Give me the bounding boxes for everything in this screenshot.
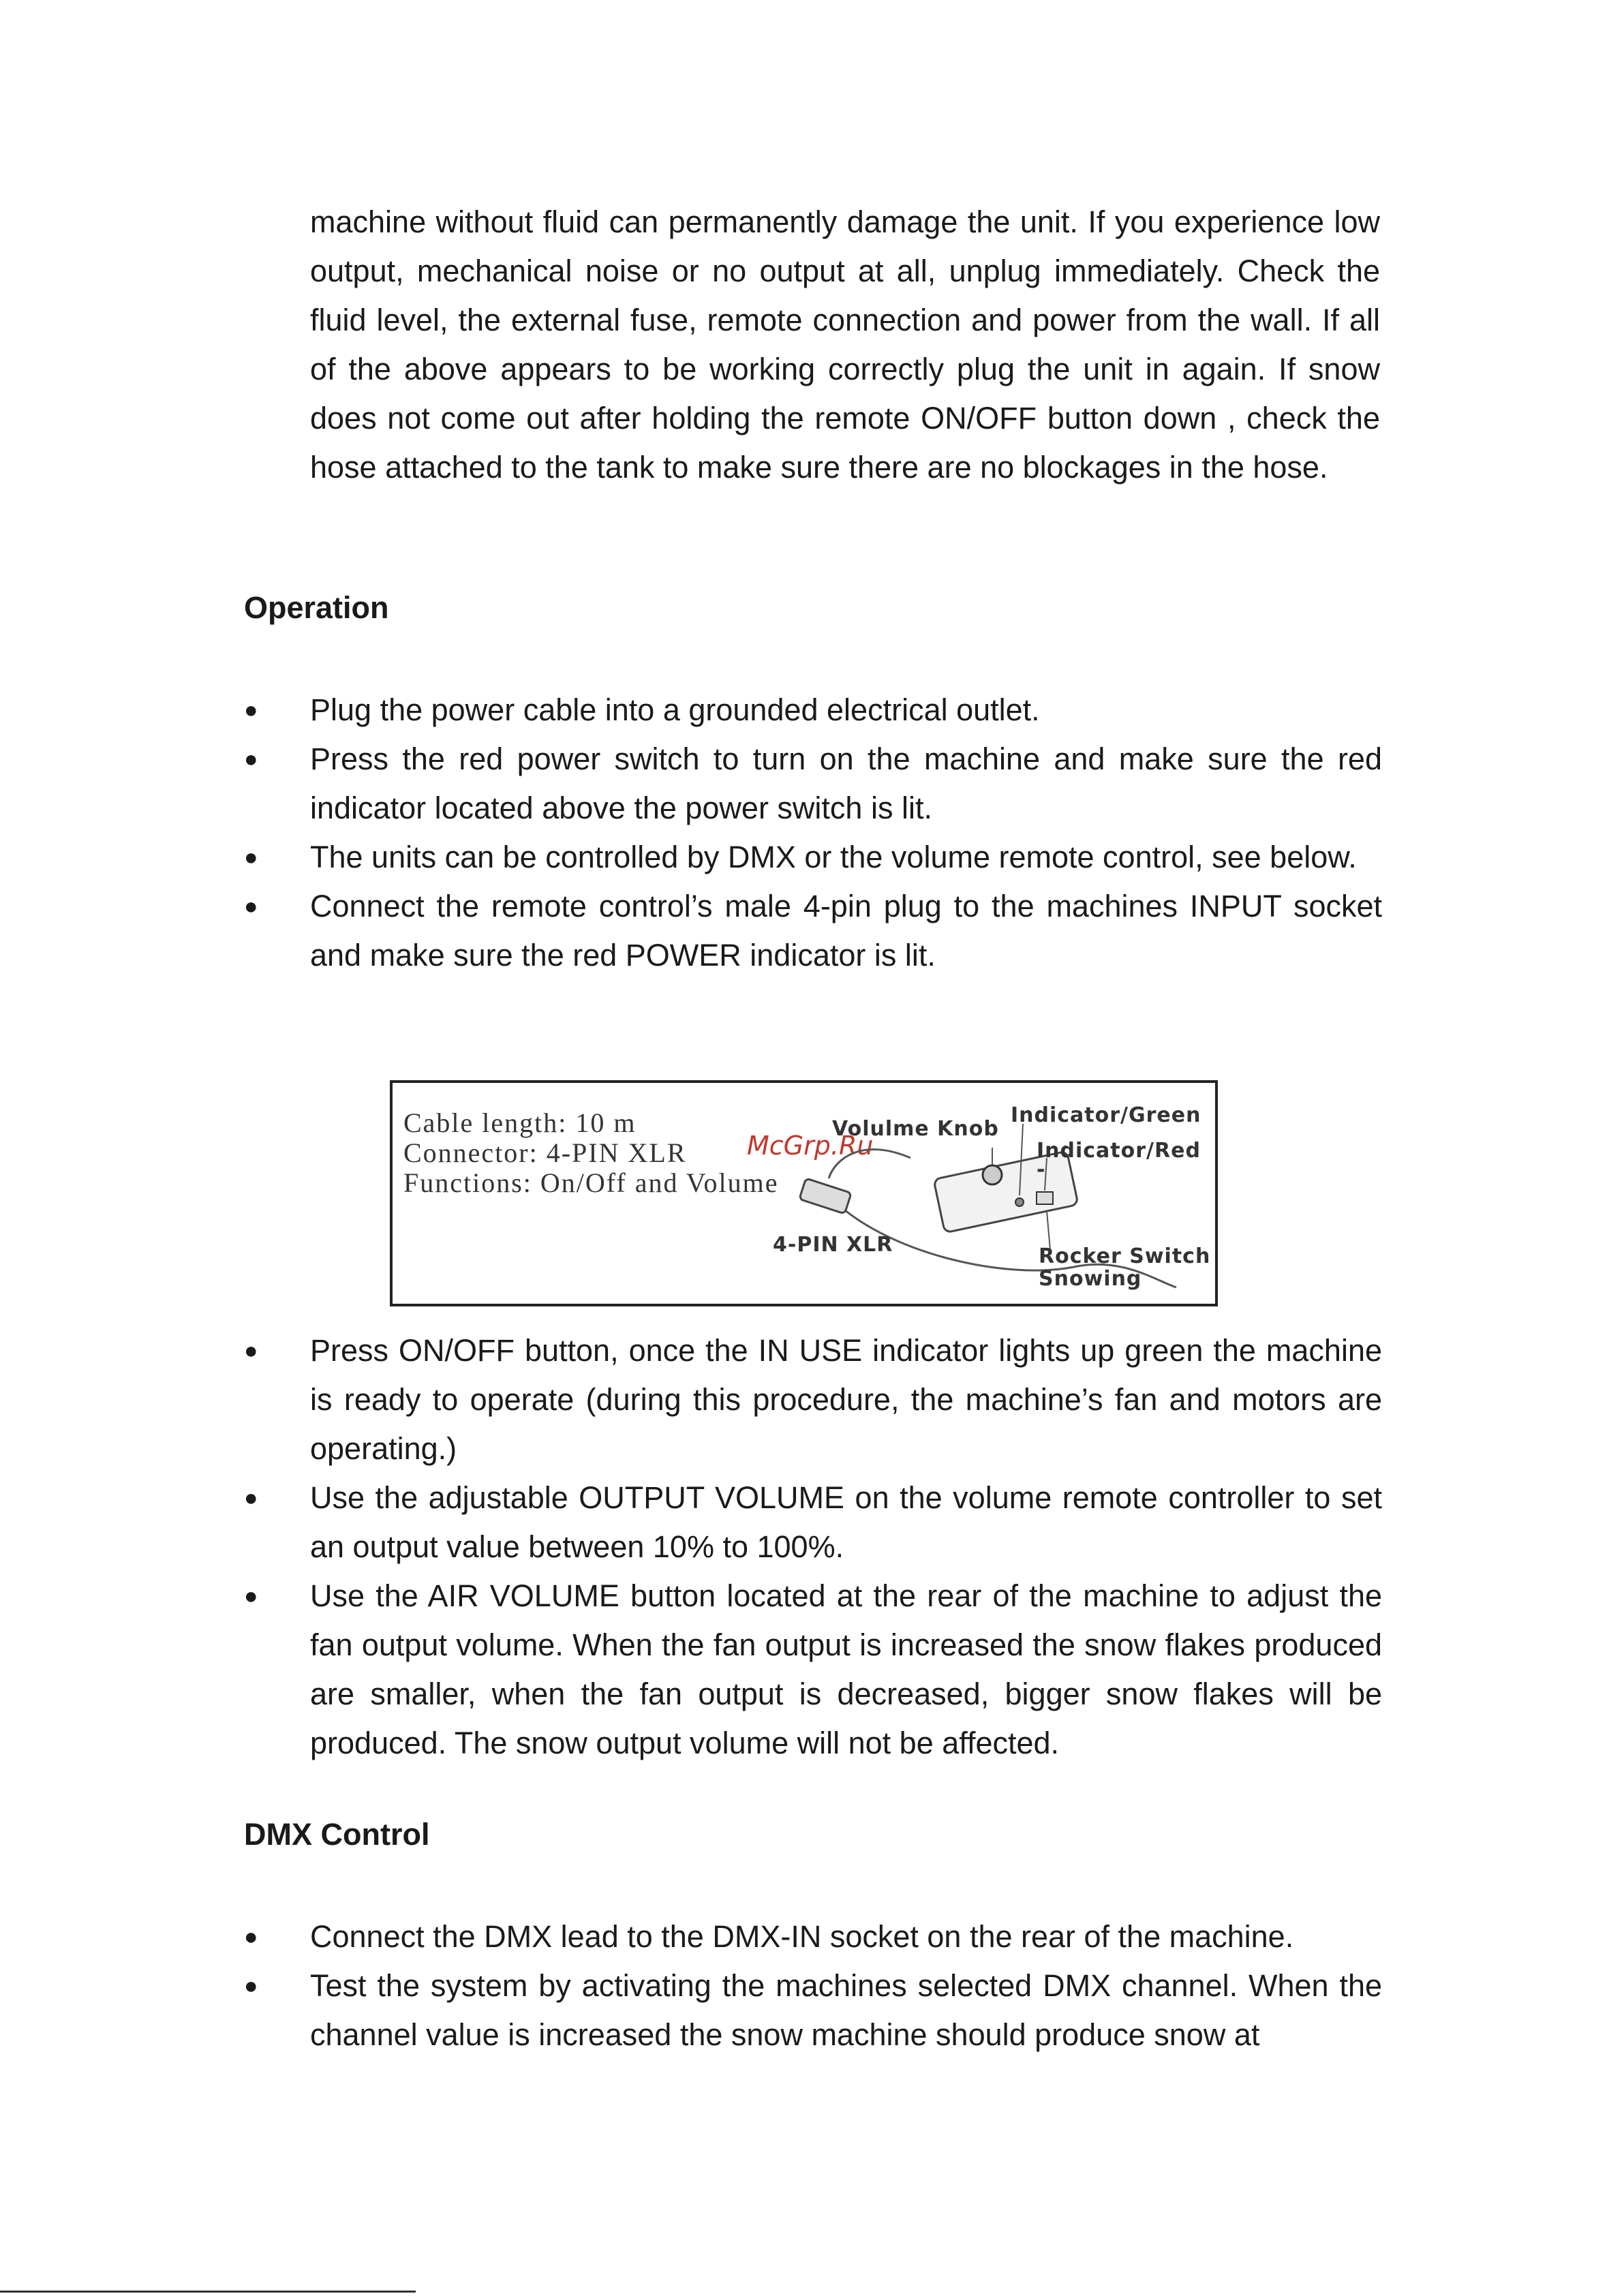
- watermark: McGrp.Ru: [747, 1131, 874, 1161]
- label-indicator-green: Indicator/Green: [1011, 1103, 1201, 1127]
- list-item: ● Use the adjustable OUTPUT VOLUME on the volume remote controller to set an output value between 10% to 100%.: [244, 1473, 1382, 1572]
- label-dash: -: [1037, 1158, 1046, 1182]
- bullet-icon: ●: [244, 844, 258, 870]
- list-item: ● The units can be controlled by DMX or the volume remote control, see below.: [244, 833, 1382, 882]
- list-item: ● Use the AIR VOLUME button located at the rear of the machine to adjust the fan output volume. When the fan output is increased the snow flakes produced are smaller, when the fan output is decreased, bigger snow flakes will be produced. The snow output volume will not be affected.: [244, 1572, 1382, 1768]
- label-rocker-switch: Rocker Switch: [1039, 1244, 1211, 1268]
- list-item: ● Press the red power switch to turn on the machine and make sure the red indicator located above the power switch is lit.: [244, 735, 1382, 833]
- footer-divider: [0, 2291, 416, 2293]
- bullet-icon: ●: [244, 1338, 258, 1364]
- dmx-control-heading: DMX Control: [244, 1817, 430, 1852]
- list-item: ● Plug the power cable into a grounded electrical outlet.: [244, 686, 1382, 735]
- xlr-plug: [799, 1178, 851, 1214]
- bullet-icon: ●: [244, 893, 258, 919]
- list-item: ● Connect the DMX lead to the DMX-IN socket on the rear of the machine.: [244, 1912, 1382, 1961]
- label-snowing: Snowing: [1039, 1267, 1142, 1291]
- label-volume-knob: Volulme Knob: [832, 1117, 999, 1141]
- intro-paragraph: machine without fluid can permanently damage the unit. If you experience low output, mechanical noise or no output at all, unplug immediately. Check the fluid level, the external fuse, remote connection and power from the wall. If all of the above appears to be working correctly plug the unit in again. If snow does not come out after holding the remote ON/OFF button down , check the hose attached to the tank to make sure there are no blockages in the hose.: [310, 204, 1380, 485]
- bullet-icon: ●: [244, 1583, 258, 1609]
- operation-continued-list: [244, 1326, 1382, 1768]
- label-indicator-red: Indicator/Red: [1037, 1139, 1201, 1163]
- bullet-icon: ●: [244, 697, 258, 723]
- bullet-icon: ●: [244, 1973, 258, 1999]
- remote-control-diagram: [390, 1080, 1218, 1306]
- dmx-list: [244, 1912, 1382, 2060]
- list-item: ● Press ON/OFF button, once the IN USE indicator lights up green the machine is ready to operate (during this procedure, the machine’s fan and motors are operating.): [244, 1326, 1382, 1473]
- indicator-dot: [1015, 1198, 1024, 1206]
- bullet-icon: ●: [244, 1924, 258, 1950]
- list-item: ● Connect the remote control’s male 4-pin plug to the machines INPUT socket and make sure the red POWER indicator is lit.: [244, 882, 1382, 980]
- list-item: ● Test the system by activating the machines selected DMX channel. When the channel value is increased the snow machine should produce snow at: [244, 1961, 1382, 2060]
- operation-list: [244, 686, 1382, 980]
- volume-knob: [983, 1165, 1002, 1184]
- spec-connector: Connector: 4-PIN XLR: [403, 1137, 687, 1168]
- remote-body: [934, 1151, 1078, 1233]
- operation-heading: Operation: [244, 590, 389, 625]
- bullet-icon: ●: [244, 1485, 258, 1511]
- rocker-switch: [1037, 1192, 1053, 1204]
- spec-cable-length: Cable length: 10 m: [403, 1107, 637, 1138]
- label-4pin-xlr: 4-PIN XLR: [773, 1233, 893, 1257]
- bullet-icon: ●: [244, 746, 258, 772]
- spec-functions: Functions: On/Off and Volume: [403, 1167, 779, 1198]
